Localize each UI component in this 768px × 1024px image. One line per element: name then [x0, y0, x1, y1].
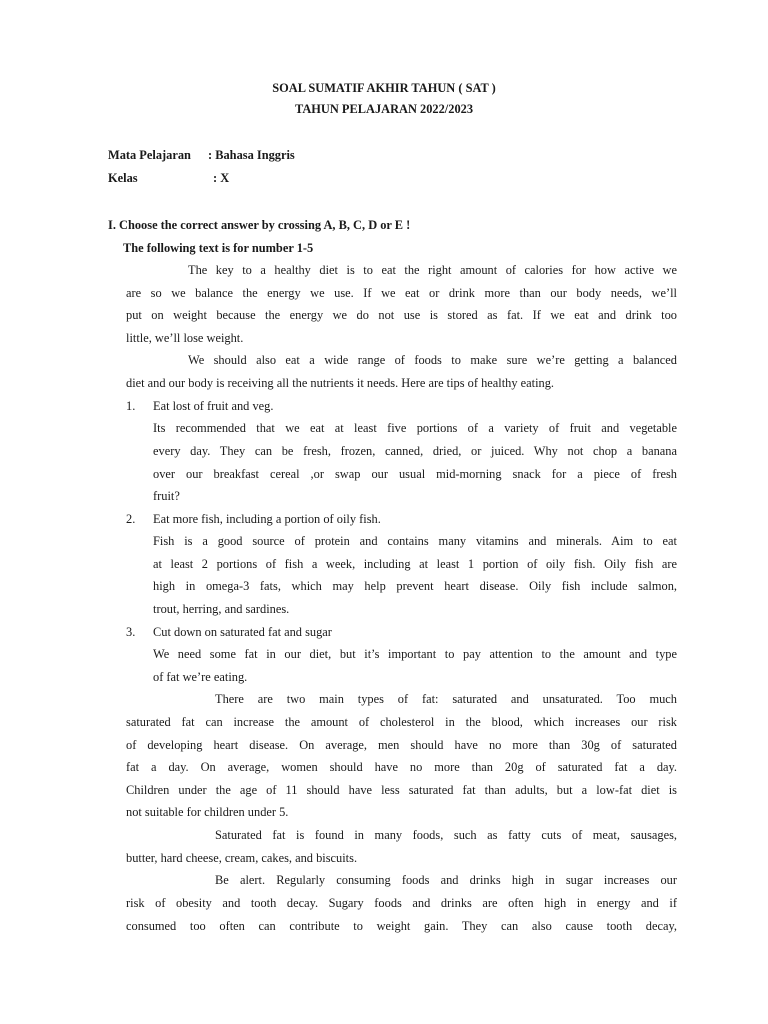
tip-line: fruit? — [153, 489, 180, 503]
tip-number: 1. — [126, 399, 136, 413]
tip-line: trout, herring, and sardines. — [153, 602, 290, 616]
passage-intro: The following text is for number 1-5 — [123, 241, 314, 255]
subject-value: : Bahasa Inggris — [208, 148, 295, 162]
section-instruction: I. Choose the correct answer by crossing A, B, C, D or E ! — [108, 218, 411, 232]
class-value: : X — [213, 171, 230, 185]
paragraph-5-line: Be alert. Regularly consuming foods and drinks high in sugar increases our — [215, 873, 677, 887]
tip-number: 3. — [126, 625, 136, 639]
tip-line: every day. They can be fresh, frozen, canned, dried, or juiced. Why not chop a banana — [153, 444, 677, 458]
tip-number: 2. — [126, 512, 136, 526]
paragraph-4-line: Saturated fat is found in many foods, such as fatty cuts of meat, sausages, — [215, 828, 677, 842]
paragraph-3-line: Children under the age of 11 should have less saturated fat than adults, but a low-fat diet is — [126, 783, 677, 797]
tip-line: Its recommended that we eat at least five portions of a variety of fruit and vegetable — [153, 421, 677, 435]
paragraph-1-line: The key to a healthy diet is to eat the right amount of calories for how active we — [188, 263, 677, 277]
paragraph-3-line: fat a day. On average, women should have no more than 20g of saturated fat a day. — [126, 760, 677, 774]
tip-heading: Eat more fish, including a portion of oily fish. — [153, 512, 381, 526]
tip-line: of fat we’re eating. — [153, 670, 248, 684]
class-label: Kelas — [108, 171, 138, 185]
paragraph-3-line: of developing heart disease. On average, men should have no more than 30g of saturated — [126, 738, 677, 752]
tip-heading: Eat lost of fruit and veg. — [153, 399, 274, 413]
tip-line: We need some fat in our diet, but it’s important to pay attention to the amount and type — [153, 647, 677, 661]
paragraph-1-line: little, we’ll lose weight. — [126, 331, 244, 345]
tip-heading: Cut down on saturated fat and sugar — [153, 625, 332, 639]
tip-line: at least 2 portions of fish a week, including at least 1 portion of oily fish. Oily fish are — [153, 557, 677, 571]
paragraph-2-line: We should also eat a wide range of foods to make sure we’re getting a balanced — [188, 353, 677, 367]
paragraph-3-line: not suitable for children under 5. — [126, 805, 289, 819]
tip-line: high in omega-3 fats, which may help prevent heart disease. Oily fish include salmon, — [153, 579, 677, 593]
paragraph-5-line: consumed too often can contribute to weight gain. They can also cause tooth decay, — [126, 919, 677, 933]
paragraph-4-line: butter, hard cheese, cream, cakes, and biscuits. — [126, 851, 358, 865]
tip-line: Fish is a good source of protein and contains many vitamins and minerals. Aim to eat — [153, 534, 677, 548]
subject-label: Mata Pelajaran — [108, 148, 191, 162]
paragraph-1-line: put on weight because the energy we do not use is stored as fat. If we eat and drink too — [126, 308, 677, 322]
paragraph-1-line: are so we balance the energy we use. If we eat or drink more than our body needs, we’ll — [126, 286, 677, 300]
tip-line: over our breakfast cereal ,or swap our usual mid-morning snack for a piece of fresh — [153, 467, 677, 481]
academic-year: TAHUN PELAJARAN 2022/2023 — [294, 102, 474, 116]
paragraph-2-line: diet and our body is receiving all the nutrients it needs. Here are tips of healthy eating. — [126, 376, 555, 390]
paragraph-3-line: saturated fat can increase the amount of cholesterol in the blood, which increases our risk — [126, 715, 677, 729]
document-title: SOAL SUMATIF AKHIR TAHUN ( SAT ) — [272, 81, 496, 95]
paragraph-3-line: There are two main types of fat: saturated and unsaturated. Too much — [215, 692, 677, 706]
paragraph-5-line: risk of obesity and tooth decay. Sugary foods and drinks are often high in energy and if — [126, 896, 677, 910]
